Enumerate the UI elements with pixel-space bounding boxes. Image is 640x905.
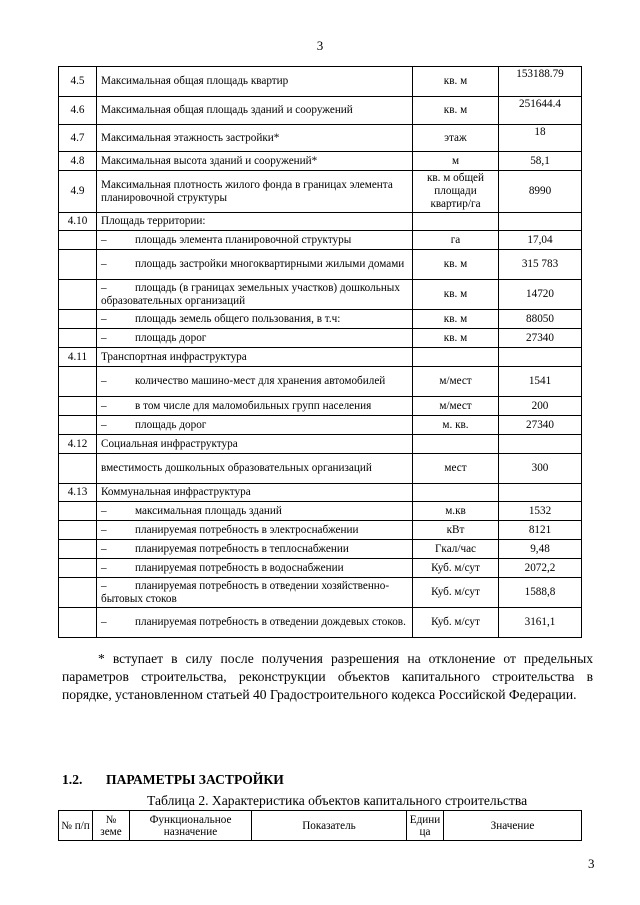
row-value <box>499 67 582 97</box>
table-row <box>59 348 582 367</box>
row-unit-text: кв. м <box>443 258 468 270</box>
row-number <box>59 608 97 638</box>
row-unit <box>413 329 499 348</box>
header-cell: Показатель <box>252 811 407 841</box>
row-name <box>97 416 413 435</box>
row-name-text: Максимальная общая площадь зданий и сооружений <box>101 104 353 116</box>
row-value-text: 14720 <box>526 288 554 300</box>
row-name-text: в том числе для маломобильных групп населения <box>135 399 372 412</box>
footnote-text: * вступает в силу после получения разрешения на отклонение от предельных параметров строительства, реконструкции объектов капитального строительства в порядке, установленном статьей 40 Градостроительного кодекса Российской Федерации. <box>62 651 593 702</box>
row-value <box>499 416 582 435</box>
row-number-text: 4.11 <box>67 350 88 363</box>
row-value-text: 18 <box>534 126 546 138</box>
row-value <box>499 502 582 521</box>
row-name <box>97 231 413 250</box>
row-unit <box>413 521 499 540</box>
table-row <box>59 578 582 608</box>
row-value-text: 17,04 <box>527 233 553 246</box>
row-value-text: 315 783 <box>521 258 559 270</box>
row-name-text: максимальная площадь зданий <box>135 504 282 517</box>
row-number <box>59 578 97 608</box>
row-name <box>97 280 413 310</box>
list-dash: – <box>101 561 107 574</box>
row-unit-text: кв. м общей площади квартир/га <box>426 172 485 210</box>
list-dash: – <box>101 281 107 294</box>
table-row <box>59 152 582 171</box>
row-unit-text: га <box>450 233 461 246</box>
row-value-text: 153188.79 <box>516 68 564 80</box>
row-name <box>97 171 413 213</box>
row-unit <box>413 310 499 329</box>
row-name-text: планируемая потребность в отведении хозяйственно-бытовых стоков <box>101 579 390 605</box>
row-unit <box>413 280 499 310</box>
row-value-text: 27340 <box>526 331 554 344</box>
row-unit-text: мест <box>444 462 467 474</box>
row-number-text: 4.8 <box>70 154 85 167</box>
header-cell: Значение <box>444 811 582 841</box>
row-name <box>97 125 413 152</box>
table-row <box>59 484 582 502</box>
row-number <box>59 367 97 397</box>
row-value-text: 300 <box>531 462 549 474</box>
table-row <box>59 97 582 125</box>
row-number-text: 4.5 <box>70 75 85 87</box>
row-unit <box>413 397 499 416</box>
section-heading <box>62 772 284 788</box>
row-name-text: Площадь территории: <box>101 215 206 227</box>
table-row <box>59 367 582 397</box>
row-name <box>97 502 413 521</box>
row-unit <box>413 152 499 171</box>
row-name-text: Транспортная инфраструктура <box>101 350 247 363</box>
row-name <box>97 97 413 125</box>
row-name <box>97 454 413 484</box>
row-unit <box>413 67 499 97</box>
row-name <box>97 367 413 397</box>
list-dash: – <box>101 523 107 536</box>
row-value-text: 8990 <box>528 185 552 197</box>
row-unit <box>413 578 499 608</box>
table-row <box>59 213 582 231</box>
row-unit-text: кв. м <box>443 288 468 300</box>
row-value-text: 1588,8 <box>524 586 556 598</box>
row-number <box>59 97 97 125</box>
row-number-text: 4.9 <box>70 185 85 197</box>
row-number <box>59 67 97 97</box>
row-name <box>97 521 413 540</box>
row-name-text: Максимальная высота зданий и сооружений* <box>101 154 318 167</box>
row-number <box>59 484 97 502</box>
row-unit-text: кв. м <box>443 331 468 344</box>
row-number <box>59 171 97 213</box>
row-value-text: 8121 <box>528 523 552 536</box>
row-value <box>499 171 582 213</box>
row-number <box>59 348 97 367</box>
row-value <box>499 397 582 416</box>
row-unit-text: Куб. м/сут <box>431 586 480 598</box>
row-name <box>97 348 413 367</box>
row-number <box>59 502 97 521</box>
header-cell: Функциональное назначение <box>130 811 252 841</box>
page-number-top: 3 <box>316 38 324 53</box>
row-unit-text: этаж <box>444 131 467 144</box>
table-row <box>59 280 582 310</box>
row-name-text: Максимальная этажность застройки* <box>101 131 280 144</box>
row-value-text: 1541 <box>528 375 552 387</box>
row-name-text: планируемая потребность в водоснабжении <box>135 561 344 574</box>
row-number <box>59 416 97 435</box>
table-row <box>59 397 582 416</box>
table-row <box>59 125 582 152</box>
list-dash: – <box>101 504 107 517</box>
row-value <box>499 152 582 171</box>
row-unit <box>413 608 499 638</box>
row-name <box>97 397 413 416</box>
row-value <box>499 559 582 578</box>
row-name <box>97 540 413 559</box>
row-unit <box>413 348 499 367</box>
row-number <box>59 231 97 250</box>
table-row <box>59 608 582 638</box>
row-number-text: 4.6 <box>70 104 85 116</box>
table-row <box>59 310 582 329</box>
list-dash: – <box>101 418 107 431</box>
row-number-text: 4.13 <box>67 486 88 498</box>
row-value <box>499 578 582 608</box>
table-row <box>59 329 582 348</box>
row-value-text: 88050 <box>526 312 554 325</box>
row-unit <box>413 484 499 502</box>
page-number-bottom: 3 <box>588 856 595 871</box>
row-name <box>97 67 413 97</box>
row-name <box>97 484 413 502</box>
row-name-text: вместимость дошкольных образовательных организаций <box>101 462 372 474</box>
header-cell: Едини ца <box>407 811 444 841</box>
row-value <box>499 540 582 559</box>
table-row <box>59 502 582 521</box>
row-value-text: 251644.4 <box>519 98 561 110</box>
table-row <box>59 521 582 540</box>
row-name <box>97 608 413 638</box>
row-number <box>59 329 97 348</box>
row-number <box>59 250 97 280</box>
row-name-text: площадь дорог <box>135 331 207 344</box>
row-name <box>97 213 413 231</box>
row-value <box>499 310 582 329</box>
table-row <box>59 454 582 484</box>
row-value <box>499 329 582 348</box>
row-name-text: планируемая потребность в теплоснабжении <box>135 542 349 555</box>
row-name-text: Максимальная общая площадь квартир <box>101 75 289 87</box>
row-unit-text: кв. м <box>443 75 468 87</box>
row-unit-text: м/мест <box>439 399 472 412</box>
row-name <box>97 578 413 608</box>
row-number <box>59 540 97 559</box>
row-value-text: 9,48 <box>530 542 550 555</box>
row-name-text: Максимальная плотность жилого фонда в границах элемента планировочной структуры <box>101 178 393 204</box>
row-unit <box>413 416 499 435</box>
row-name-text: Коммунальная инфраструктура <box>101 486 251 498</box>
row-value <box>499 348 582 367</box>
row-name-text: площадь (в границах земельных участков) дошкольных образовательных организаций <box>101 281 400 307</box>
row-number <box>59 125 97 152</box>
table-row <box>59 231 582 250</box>
list-dash: – <box>101 331 107 344</box>
row-name-text: планируемая потребность в отведении дождевых стоков. <box>135 616 406 628</box>
row-value <box>499 280 582 310</box>
row-name-text: площадь дорог <box>135 418 207 431</box>
table-row <box>59 171 582 213</box>
header-cell: № п/п <box>59 811 93 841</box>
row-value <box>499 250 582 280</box>
row-unit-text: Гкал/час <box>434 542 477 555</box>
row-name <box>97 310 413 329</box>
row-value <box>499 454 582 484</box>
row-number <box>59 454 97 484</box>
row-name-text: количество машино-мест для хранения автомобилей <box>135 375 386 387</box>
row-name <box>97 435 413 454</box>
list-dash: – <box>101 616 107 628</box>
table-row <box>59 250 582 280</box>
row-unit-text: м/мест <box>439 375 472 387</box>
footnote <box>62 650 593 704</box>
row-name-text: площадь земель общего пользования, в т.ч: <box>135 312 341 325</box>
row-number <box>59 435 97 454</box>
row-value <box>499 213 582 231</box>
row-number-text: 4.12 <box>67 437 88 450</box>
row-value <box>499 125 582 152</box>
row-name <box>97 559 413 578</box>
row-value <box>499 97 582 125</box>
row-value <box>499 608 582 638</box>
row-value <box>499 435 582 454</box>
row-name <box>97 152 413 171</box>
row-value-text: 58,1 <box>530 154 550 167</box>
row-number-text: 4.7 <box>70 131 85 144</box>
row-unit <box>413 171 499 213</box>
row-unit-text: м <box>451 154 460 167</box>
row-unit <box>413 213 499 231</box>
row-unit-text: кВт <box>446 523 465 536</box>
section-title: ПАРАМЕТРЫ ЗАСТРОЙКИ <box>106 772 284 787</box>
list-dash: – <box>101 579 107 592</box>
row-number <box>59 310 97 329</box>
row-name-text: площадь элемента планировочной структуры <box>135 233 352 246</box>
row-name-text: Социальная инфраструктура <box>101 437 238 450</box>
row-number <box>59 213 97 231</box>
row-unit <box>413 97 499 125</box>
table-row <box>59 559 582 578</box>
row-value <box>499 521 582 540</box>
row-number <box>59 280 97 310</box>
row-unit-text: кв. м <box>443 312 468 325</box>
parameters-table <box>58 66 582 638</box>
row-unit-text: Куб. м/сут <box>431 616 480 628</box>
table-row <box>59 67 582 97</box>
table-caption: Таблица 2. Характеристика объектов капитального строительства <box>147 793 528 808</box>
row-number <box>59 559 97 578</box>
row-value-text: 3161,1 <box>524 616 556 628</box>
row-value-text: 27340 <box>526 418 554 431</box>
row-value <box>499 231 582 250</box>
row-unit <box>413 559 499 578</box>
list-dash: – <box>101 375 107 387</box>
row-value <box>499 367 582 397</box>
list-dash: – <box>101 233 107 246</box>
row-unit <box>413 435 499 454</box>
row-number <box>59 397 97 416</box>
row-unit <box>413 454 499 484</box>
header-cell: № земе <box>93 811 130 841</box>
row-value <box>499 484 582 502</box>
row-name-text: площадь застройки многоквартирными жилыми домами <box>135 258 405 270</box>
row-unit <box>413 125 499 152</box>
row-number <box>59 152 97 171</box>
row-name <box>97 250 413 280</box>
row-unit <box>413 367 499 397</box>
row-unit-text: Куб. м/сут <box>431 561 480 574</box>
row-number-text: 4.10 <box>67 215 88 227</box>
table-row <box>59 416 582 435</box>
row-value-text: 1532 <box>528 504 552 517</box>
row-value-text: 2072,2 <box>524 561 556 574</box>
row-unit <box>413 540 499 559</box>
objects-table <box>58 810 582 841</box>
list-dash: – <box>101 312 107 325</box>
section-number: 1.2. <box>62 772 83 787</box>
list-dash: – <box>101 542 107 555</box>
row-number <box>59 521 97 540</box>
row-name <box>97 329 413 348</box>
row-unit-text: м.кв <box>445 504 466 517</box>
table-row <box>59 540 582 559</box>
row-unit <box>413 250 499 280</box>
list-dash: – <box>101 258 107 270</box>
row-unit-text: кв. м <box>443 104 468 116</box>
row-name-text: планируемая потребность в электроснабжении <box>135 523 359 536</box>
table-row <box>59 435 582 454</box>
row-unit <box>413 502 499 521</box>
list-dash: – <box>101 399 107 412</box>
table-header-row <box>59 811 582 841</box>
row-value-text: 200 <box>531 399 549 412</box>
row-unit <box>413 231 499 250</box>
row-unit-text: м. кв. <box>442 418 469 431</box>
